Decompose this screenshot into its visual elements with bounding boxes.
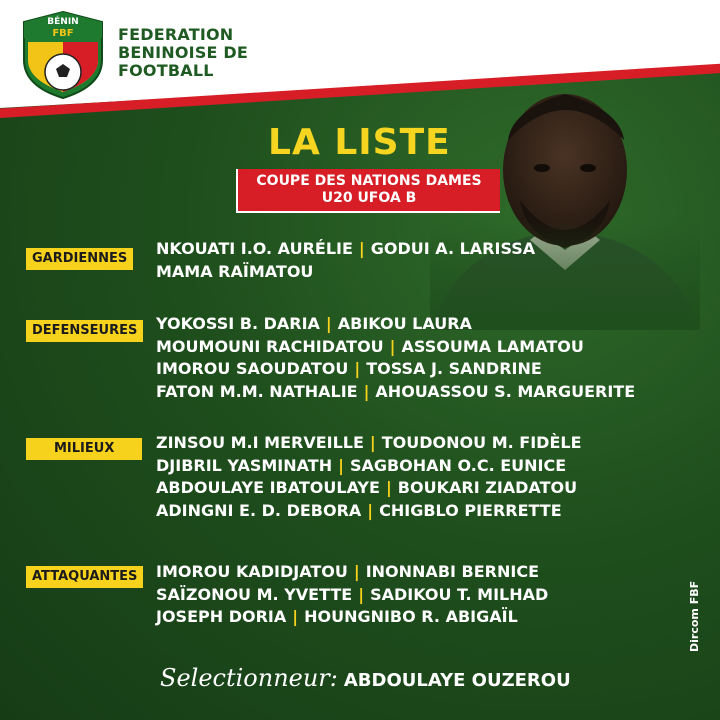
federation-line: FOOTBALL	[118, 61, 214, 80]
player-row	[156, 584, 548, 607]
player-name: HOUNGNIBO R. ABIGAÏL	[304, 607, 518, 626]
coach-name: ABDOULAYE OUZEROU	[343, 670, 571, 691]
separator: |	[353, 562, 360, 581]
player-name: SAÏZONOU M. YVETTE	[156, 584, 353, 604]
player-name: TOUDONOU M. FIDÈLE	[381, 433, 582, 452]
player-name: SADIKOU T. MILHAD	[370, 584, 549, 604]
group-label-attaquantes: ATTAQUANTES	[26, 566, 143, 588]
player-name: ABDOULAYE IBATOULAYE	[156, 478, 380, 497]
separator: |	[358, 239, 365, 258]
fbf-logo-icon	[18, 8, 108, 102]
player-name: AHOUASSOU S. MARGUERITE	[375, 381, 636, 401]
competition-banner	[236, 169, 500, 213]
group-label-milieux: MILIEUX	[26, 438, 142, 460]
page-title: LA LISTE	[268, 122, 451, 163]
logo-text-bottom: FBF	[52, 28, 74, 39]
separator: |	[325, 314, 332, 333]
player-row	[156, 238, 535, 261]
player-name: MAMA RAÏMATOU	[156, 261, 314, 281]
federation-line: BENINOISE DE	[118, 43, 249, 62]
federation-name	[118, 26, 248, 80]
players-defenseures	[156, 313, 635, 403]
player-name: DJIBRIL YASMINATH	[156, 455, 333, 475]
player-name: ZINSOU M.I MERVEILLE	[156, 433, 364, 452]
player-name: TOSSA J. SANDRINE	[366, 359, 542, 378]
player-row	[156, 313, 635, 336]
group-label-gardiennes: GARDIENNES	[26, 248, 133, 270]
player-name: ADINGNI E. D. DEBORA	[156, 500, 362, 520]
player-row	[156, 500, 582, 523]
players-gardiennes	[156, 238, 535, 283]
player-row	[156, 432, 582, 455]
separator: |	[354, 359, 361, 378]
player-row	[156, 606, 548, 629]
separator: |	[369, 433, 376, 452]
separator: |	[338, 455, 344, 475]
players-milieux	[156, 432, 582, 522]
player-name: GODUI A. LARISSA	[370, 239, 536, 258]
player-name: NKOUATI I.O. AURÉLIE	[156, 239, 353, 258]
player-name: YOKOSSI B. DARIA	[156, 314, 320, 333]
player-row	[156, 455, 582, 478]
coach-label: Selectionneur:	[160, 664, 338, 692]
player-name: ASSOUMA LAMATOU	[401, 336, 584, 356]
separator: |	[292, 607, 299, 626]
player-name: IMOROU SAOUDATOU	[156, 359, 349, 378]
competition-line: U20 UFOA B	[321, 190, 417, 206]
player-name: INONNABI BERNICE	[365, 562, 539, 581]
group-label-defenseures: DEFENSEURES	[26, 320, 143, 342]
separator: |	[367, 500, 374, 520]
player-name: ABIKOU LAURA	[337, 314, 472, 333]
separator: |	[363, 381, 370, 401]
player-name: BOUKARI ZIADATOU	[397, 478, 578, 497]
player-row	[156, 358, 635, 381]
competition-line: COUPE DES NATIONS DAMES	[256, 173, 482, 189]
player-name: MOUMOUNI RACHIDATOU	[156, 336, 384, 356]
player-name: IMOROU KADIDJATOU	[156, 562, 348, 581]
player-row	[156, 261, 535, 284]
player-name: FATON M.M. NATHALIE	[156, 381, 358, 401]
player-row	[156, 477, 582, 500]
player-name: JOSEPH DORIA	[156, 607, 287, 626]
federation-line: FEDERATION	[118, 25, 234, 44]
credit-text: Dircom FBF	[688, 580, 701, 652]
player-row	[156, 561, 548, 584]
separator: |	[389, 336, 396, 356]
player-row	[156, 381, 635, 404]
player-name: SAGBOHAN O.C. EUNICE	[349, 455, 567, 475]
separator: |	[358, 584, 365, 604]
coach-line	[160, 664, 571, 692]
player-name: CHIGBLO PIERRETTE	[379, 500, 562, 520]
separator: |	[385, 478, 392, 497]
players-attaquantes	[156, 561, 548, 629]
player-row	[156, 336, 635, 359]
logo-text-top: BÉNIN	[47, 17, 79, 27]
